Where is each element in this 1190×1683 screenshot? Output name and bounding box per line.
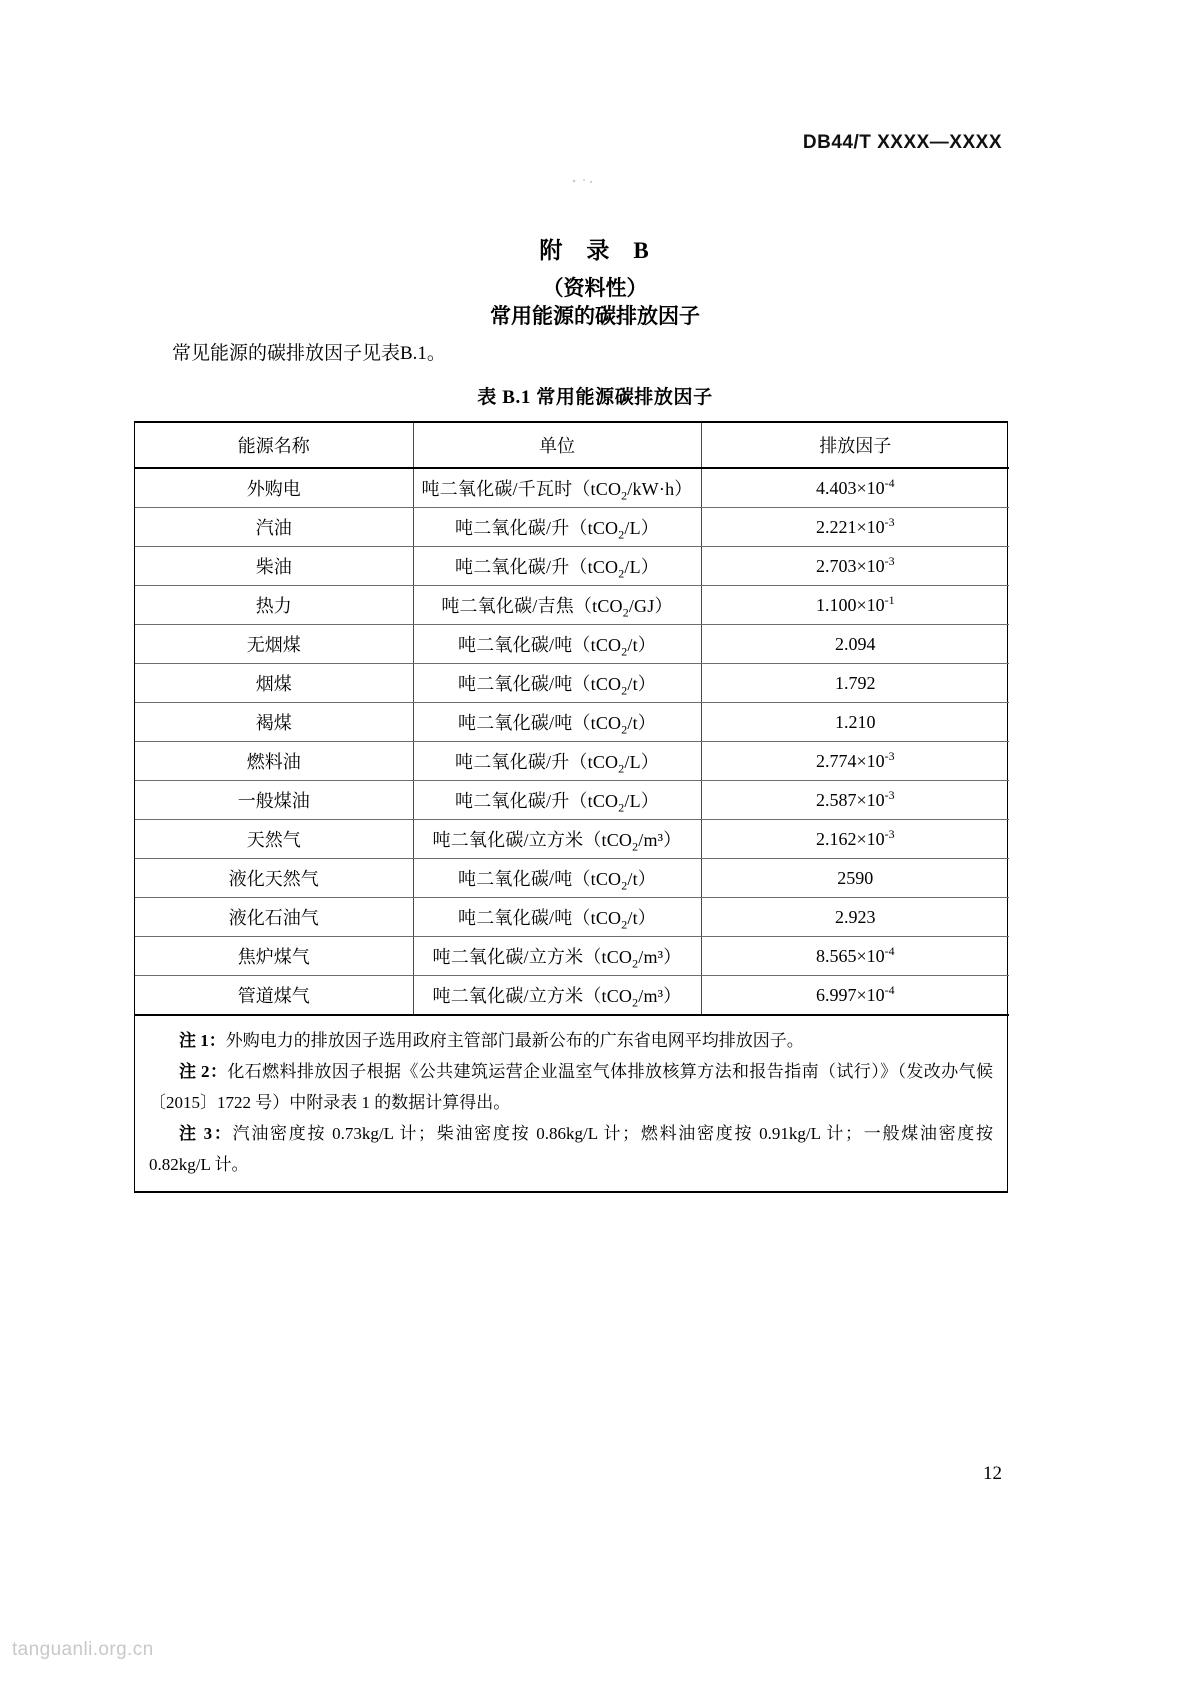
cell-emission-factor: $2.587\times 10^{-3}$	[701, 781, 1009, 820]
table-caption: 表 B.1 常用能源碳排放因子	[477, 387, 713, 408]
cell-unit: 吨二氧化碳/吨（tCO$_2$/t）	[413, 898, 701, 937]
unit-subscript: 2	[618, 566, 625, 581]
unit-subscript: 2	[622, 605, 629, 620]
cell-energy-name: 焦炉煤气	[135, 937, 413, 976]
table-note-label: 注 1：	[179, 1031, 226, 1050]
cell-energy-name: 无烟煤	[135, 625, 413, 664]
table-note-label: 注 2：	[179, 1062, 228, 1081]
lead-paragraph: 常见能源的碳排放因子见表B.1。	[172, 343, 446, 364]
unit-subscript: 2	[632, 995, 639, 1010]
table-row	[135, 820, 1009, 859]
table-row	[135, 664, 1009, 703]
annex-kind-label: （资料性）	[542, 276, 648, 300]
cell-unit: 吨二氧化碳/吨（tCO$_2$/t）	[413, 664, 701, 703]
table-row	[135, 898, 1009, 937]
unit-subscript: 2	[618, 527, 625, 542]
unit-subscript: 2	[618, 761, 625, 776]
value-exponent: -4	[884, 982, 895, 997]
value-exponent: -3	[884, 748, 895, 763]
cell-emission-factor: $6.997\times 10^{-4}$	[701, 976, 1009, 1016]
table-row	[135, 859, 1009, 898]
table-head	[135, 423, 1009, 468]
cell-energy-name: 液化天然气	[135, 859, 413, 898]
site-watermark: tanguanli.org.cn	[12, 1639, 154, 1660]
cell-energy-name: 褐煤	[135, 703, 413, 742]
table-row	[135, 625, 1009, 664]
value-exponent: -3	[884, 826, 895, 841]
running-header-standard-code: DB44/T XXXX—XXXX	[802, 132, 1002, 153]
table-header-row	[135, 423, 1009, 468]
cell-energy-name: 燃料油	[135, 742, 413, 781]
cell-emission-factor: $1.100\times 10^{-1}$	[701, 586, 1009, 625]
emission-factor-table	[135, 423, 1009, 1016]
value-exponent: -4	[884, 943, 895, 958]
cell-unit: 吨二氧化碳/升（tCO$_2$/L）	[413, 742, 701, 781]
annex-title	[0, 232, 1190, 265]
cell-unit: 吨二氧化碳/立方米（tCO$_2$/m³）	[413, 976, 701, 1016]
unit-subscript: 2	[621, 683, 628, 698]
table-row	[135, 468, 1009, 508]
cell-unit: 吨二氧化碳/升（tCO$_2$/L）	[413, 781, 701, 820]
table-row	[135, 976, 1009, 1016]
table-row	[135, 586, 1009, 625]
table-note	[149, 1025, 993, 1056]
annex-title-letter: B	[633, 238, 651, 263]
value-exponent: -3	[884, 514, 895, 529]
column-header-emission-factor: 排放因子	[701, 423, 1009, 468]
cell-unit: 吨二氧化碳/千瓦时（tCO$_2$/kW·h）	[413, 468, 701, 508]
table-row	[135, 508, 1009, 547]
table-row	[135, 781, 1009, 820]
cell-emission-factor: 2.923	[701, 898, 1009, 937]
cell-emission-factor: $2.774\times 10^{-3}$	[701, 742, 1009, 781]
cell-unit: 吨二氧化碳/吨（tCO$_2$/t）	[413, 859, 701, 898]
cell-unit: 吨二氧化碳/升（tCO$_2$/L）	[413, 508, 701, 547]
cell-emission-factor: $2.221\times 10^{-3}$	[701, 508, 1009, 547]
value-exponent: -3	[884, 787, 895, 802]
value-exponent: -4	[884, 475, 895, 490]
cell-energy-name: 天然气	[135, 820, 413, 859]
unit-subscript: 2	[621, 488, 628, 503]
cell-energy-name: 烟煤	[135, 664, 413, 703]
unit-subscript: 2	[621, 644, 628, 659]
table-note-text: 汽油密度按 0.73kg/L 计；柴油密度按 0.86kg/L 计；燃料油密度按 0.91kg/L 计；一般煤油密度按 0.82kg/L 计。	[149, 1124, 994, 1174]
cell-energy-name: 柴油	[135, 547, 413, 586]
cell-emission-factor: $8.565\times 10^{-4}$	[701, 937, 1009, 976]
table-notes-block	[135, 1016, 1007, 1191]
column-header-unit: 单位	[413, 423, 701, 468]
table-note	[149, 1118, 993, 1180]
table-row	[135, 703, 1009, 742]
cell-unit: 吨二氧化碳/立方米（tCO$_2$/m³）	[413, 937, 701, 976]
cell-unit: 吨二氧化碳/立方米（tCO$_2$/m³）	[413, 820, 701, 859]
cell-emission-factor: 1.210	[701, 703, 1009, 742]
cell-energy-name: 液化石油气	[135, 898, 413, 937]
table-body	[135, 468, 1009, 1015]
emission-factor-table-container	[134, 421, 1008, 1193]
unit-subscript: 2	[621, 878, 628, 893]
cell-emission-factor: 2590	[701, 859, 1009, 898]
value-exponent: -3	[884, 553, 895, 568]
cell-energy-name: 一般煤油	[135, 781, 413, 820]
table-note-text: 外购电力的排放因子选用政府主管部门最新公布的广东省电网平均排放因子。	[225, 1031, 804, 1050]
unit-subscript: 2	[632, 956, 639, 971]
annex-subject-heading: 常用能源的碳排放因子	[490, 304, 700, 328]
cell-unit: 吨二氧化碳/吉焦（tCO$_2$/GJ）	[413, 586, 701, 625]
table-row	[135, 937, 1009, 976]
annex-title-mid: 录	[586, 238, 612, 263]
unit-subscript: 2	[621, 722, 628, 737]
column-header-energy-name: 能源名称	[135, 423, 413, 468]
cell-energy-name: 热力	[135, 586, 413, 625]
cell-emission-factor: $4.403\times 10^{-4}$	[701, 468, 1009, 508]
unit-subscript: 2	[618, 800, 625, 815]
value-exponent: -1	[884, 592, 895, 607]
cell-emission-factor: $2.703\times 10^{-3}$	[701, 547, 1009, 586]
scan-artifact-speck	[572, 178, 594, 184]
table-note-label: 注 3：	[179, 1124, 233, 1143]
cell-energy-name: 汽油	[135, 508, 413, 547]
cell-unit: 吨二氧化碳/升（tCO$_2$/L）	[413, 547, 701, 586]
unit-subscript: 2	[632, 839, 639, 854]
annex-title-prefix: 附	[539, 238, 565, 263]
table-row	[135, 547, 1009, 586]
cell-emission-factor: $2.162\times 10^{-3}$	[701, 820, 1009, 859]
cell-emission-factor: 1.792	[701, 664, 1009, 703]
unit-subscript: 2	[621, 917, 628, 932]
table-row	[135, 742, 1009, 781]
page-number: 12	[983, 1463, 1002, 1484]
cell-unit: 吨二氧化碳/吨（tCO$_2$/t）	[413, 625, 701, 664]
table-note-text: 化石燃料排放因子根据《公共建筑运营企业温室气体排放核算方法和报告指南（试行）》（发改办气候〔2015〕1722 号）中附录表 1 的数据计算得出。	[149, 1062, 994, 1112]
cell-unit: 吨二氧化碳/吨（tCO$_2$/t）	[413, 703, 701, 742]
cell-emission-factor: 2.094	[701, 625, 1009, 664]
cell-energy-name: 管道煤气	[135, 976, 413, 1016]
table-note	[149, 1056, 993, 1118]
cell-energy-name: 外购电	[135, 468, 413, 508]
